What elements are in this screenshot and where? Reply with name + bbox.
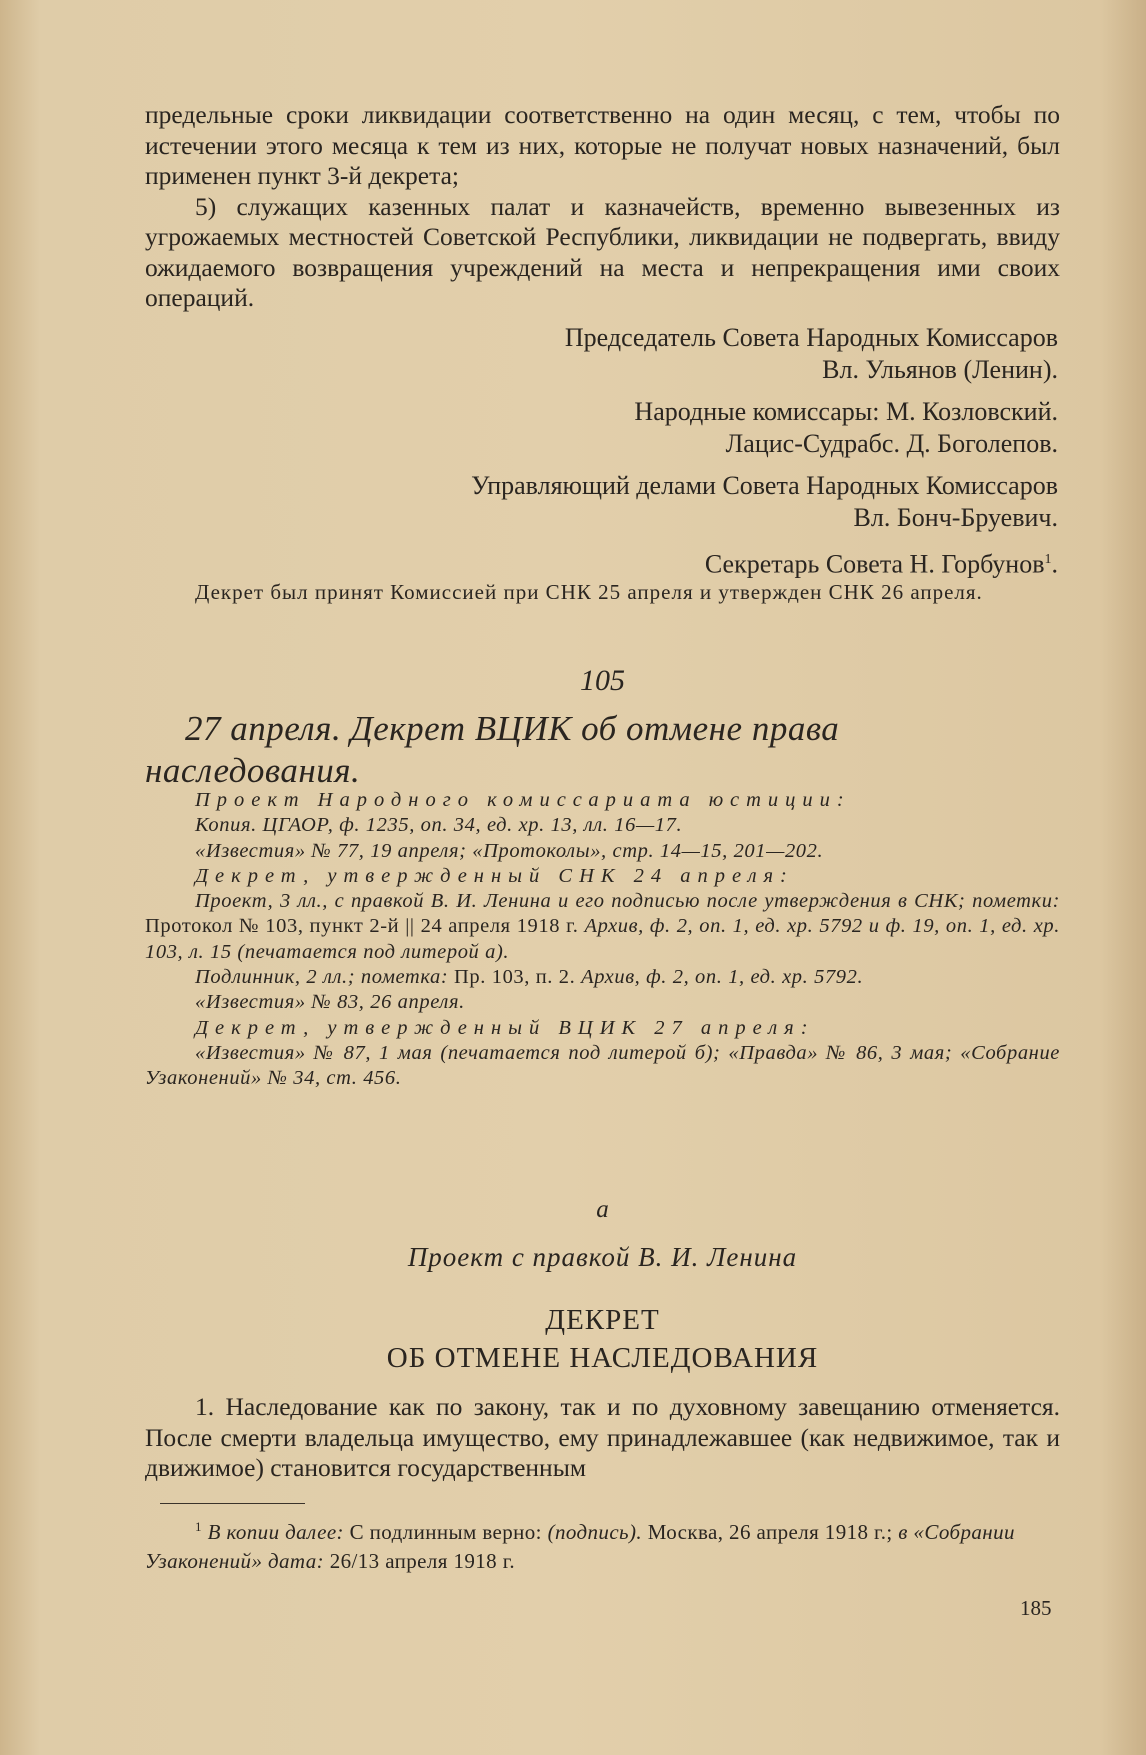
source-heading: Проект Народного комиссариата юстиции: [195,789,851,811]
body-top [145,100,1060,314]
decree-heading: ОБ ОТМЕНЕ НАСЛЕДОВАНИЯ [386,1342,819,1374]
letter-label: а [596,1196,609,1223]
signature-line: Вл. Бонч-Бруевич. [853,503,1058,532]
source-entry: Проект, 3 лл., с правкой В. И. Ленина и его подписью после утверждения в СНК; пометки: Протокол № 103, пункт 2-й || 24 апреля 1918 г. Архив, ф. 2, оп. 1, ед. хр. 5792 и ф. 19, оп. 1, ед. хр. 103, л. 15 (печатается под литерой а). [145,890,1060,963]
footnote-mark: 1 [1044,552,1052,567]
decree-paragraph-1: 1. Наследование как по закону, так и по духовному завещанию отменяется. После смерти владельца имущество, ему принадлежавшее (как недвижимое, так и движимое) становится государственным [145,1392,1060,1482]
footnote-block [145,1512,1060,1576]
signature-line: Председатель Совета Народных Комиссаров [564,323,1058,352]
signature-line: Вл. Ульянов (Ленин). [822,355,1058,384]
source-heading: Декрет, утвержденный ВЦИК 27 апреля: [195,1016,815,1039]
page-number: 185 [1020,1596,1052,1620]
signature-line: Управляющий делами Совета Народных Комиссаров [471,471,1058,500]
signature-line: Лацис-Судрабс. Д. Боголепов. [725,429,1058,458]
adoption-note-block [145,578,1060,606]
footnote: $^1$ В копии далее: С подлинным верно: (подпись). Москва, 26 апреля 1918 г.; в «Собрании Узаконений» дата: 26/13 апреля 1918 г. [145,1519,1015,1573]
adoption-note: Декрет был принят Комиссией при СНК 25 апреля и утвержден СНК 26 апреля. [195,580,983,604]
document-title: 27 апреля. Декрет ВЦИК об отмене права наследования. [145,709,840,790]
signature-line: Секретарь Совета Н. Горбунов$^1$. [704,549,1058,579]
subtitle: Проект с правкой В. И. Ленина [407,1242,798,1272]
source-entry: «Известия» № 77, 19 апреля; «Протоколы», стр. 14—15, 201—202. [195,839,824,862]
document-number: 105 [580,664,625,697]
decree-body [145,1392,1060,1484]
source-entry: «Известия» № 83, 26 апреля. [195,991,465,1014]
signature-block [145,322,1060,581]
source-heading: Декрет, утвержденный СНК 24 апреля: [195,864,794,887]
source-entry: Подлинник, 2 лл.; пометка: Пр. 103, п. 2. Архив, ф. 2, оп. 1, ед. хр. 5792. [195,966,864,989]
source-entry: Копия. ЦГАОР, ф. 1235, оп. 34, ед. хр. 13, лл. 16—17. [195,814,683,837]
paragraph-item-5: 5) служащих казенных палат и казначейств, временно вывезенных из угрожаемых местностей Советской Республики, ликвидации не подвергать, ввиду ожидаемого возвращения учреждений на места и непрекращения ими своих операций. [145,191,1060,312]
decree-header [145,1196,1060,1377]
source-entry: «Известия» № 87, 1 мая (печатается под литерой б); «Правда» № 86, 3 мая; «Собрание Узаконений» № 34, ст. 456. [145,1041,1060,1090]
document-header [145,664,1060,792]
signature-line: Народные комиссары: М. Козловский. [634,397,1058,426]
secretary-signature: Секретарь Совета Н. Горбунов [704,549,1045,579]
paragraph-continuation: предельные сроки ликвидации соответственно на один месяц, с тем, чтобы по истечении этого месяца к тем из них, которые не получат новых назначений, был применен пункт 3-й декрета; [145,100,1060,190]
decree-heading: ДЕКРЕТ [545,1304,660,1336]
sources-block [145,788,1060,1092]
footnote-divider [160,1503,305,1504]
